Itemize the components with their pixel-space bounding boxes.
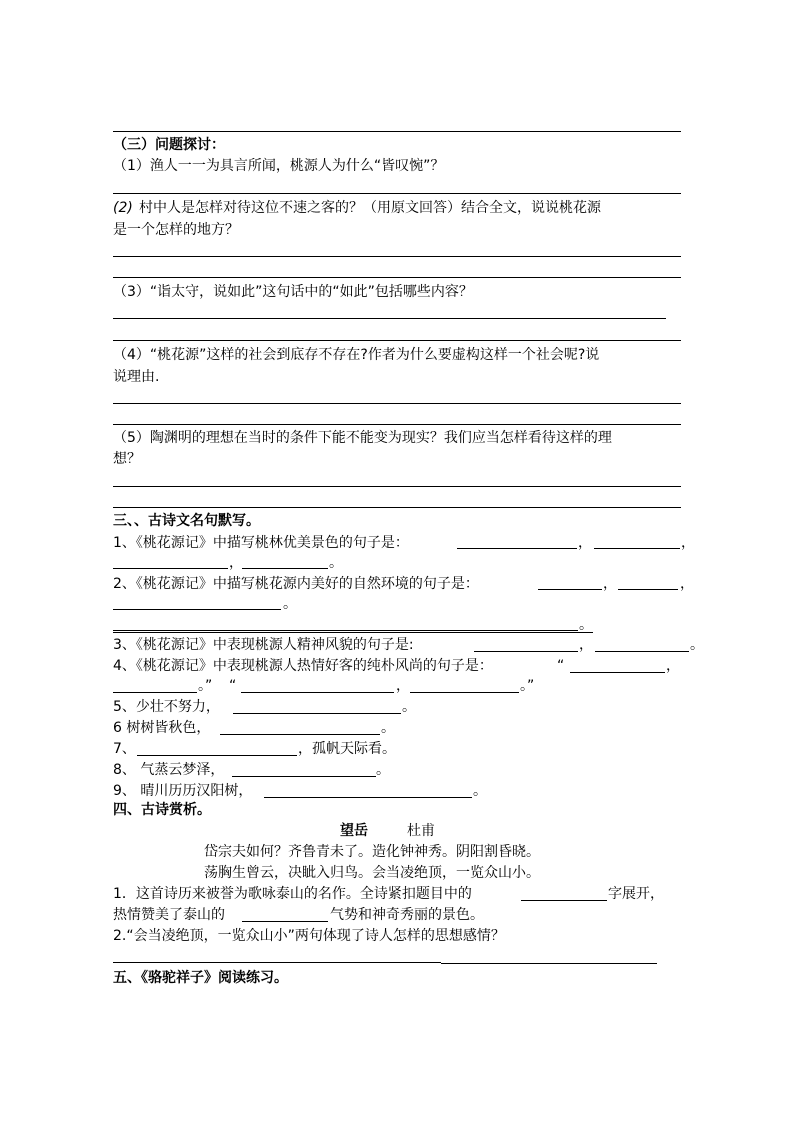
period: 。 [579,617,593,633]
section5-heading: 五、《骆驼祥子》阅读练习。 [113,970,288,986]
poem-question-1-part-4: 气势和神奇秀丽的景色。 [330,907,484,923]
question-4-line-1: （4）“桃花源”这样的社会到底存不存在?作者为什么要虚构这样一个社会呢?说 [113,347,600,363]
poem-question-1-part-1: 1．这首诗历来被誉为歌咏泰山的名作。全诗紧扣题目中的 [113,886,472,902]
blank[interactable] [241,692,394,693]
comma: ， [681,535,695,551]
recite-item-9: 9、 晴川历历汉阳树， [113,783,253,799]
recite-item-6: 6 树树皆秋色， [113,720,211,736]
comma: ， [680,576,694,592]
answer-line[interactable] [113,424,681,425]
blank[interactable] [233,713,401,714]
poem-line-1: 岱宗夫如何？齐鲁青未了。造化钟神秀。阴阳割昏晓。 [204,844,540,860]
period: 。 [283,596,297,612]
answer-line[interactable] [441,963,657,964]
recite-heading: 三、、古诗文名句默写。 [113,513,260,529]
blank[interactable] [594,548,680,549]
blank[interactable] [113,692,197,693]
quote-close: 。” [198,678,213,694]
blank[interactable] [113,609,281,610]
comma: ， [396,678,410,694]
poem-line-2: 荡胸生曾云，决眦入归鸟。会当凌绝顶，一览众山小。 [204,865,540,881]
blank[interactable] [595,651,689,652]
comma: ， [666,658,680,674]
blank[interactable] [570,672,665,673]
blank[interactable] [264,797,472,798]
poem-question-1-part-2: 字展开， [608,886,664,902]
period: 。 [376,762,390,778]
comma: ， [578,535,592,551]
section4-heading: 四、古诗赏析。 [113,802,211,818]
question-2-line-2: 是一个怎样的地方？ [113,222,239,238]
poem-title: 望岳 [340,823,368,839]
quote-open: “ [557,658,565,674]
answer-line[interactable] [113,318,666,319]
blank[interactable] [113,630,578,631]
question-4-line-2: 说理由. [113,369,160,385]
recite-item-7-number: 7、 [113,741,136,757]
recite-item-5: 5、少壮不努力， [113,699,220,715]
answer-line[interactable] [113,340,681,341]
poem-author: 杜甫 [407,823,435,839]
section3-heading: （三）问题探讨： [113,137,225,153]
blank[interactable] [618,589,678,590]
period: 。 [381,720,395,736]
blank[interactable] [457,548,577,549]
question-5-line-1: （5）陶渊明的理想在当时的条件下能不能变为现实？我们应当怎样看待这样的理 [113,430,612,446]
period: 。 [473,783,487,799]
question-5-line-2: 想？ [113,451,141,467]
blank[interactable] [137,755,297,756]
poem-question-1-part-3: 热情赞美了泰山的 [113,907,225,923]
answer-line[interactable] [113,256,681,257]
question-2-line-1: 村中人是怎样对待这位不速之客的？（用原文回答）结合全文，说说桃花源 [139,200,601,216]
blank[interactable] [538,589,602,590]
answer-line[interactable] [113,486,681,487]
answer-line[interactable] [113,277,681,278]
period: 。 [690,637,704,653]
answer-line[interactable] [113,507,681,508]
quote-open: “ [229,678,237,694]
quote-close: 。” [520,678,535,694]
recite-item-8: 8、 气蒸云梦泽， [113,762,225,778]
rule-top [113,131,681,132]
blank[interactable] [113,568,228,569]
poem-question-2: 2.“会当凌绝顶，一览众山小”两句体现了诗人怎样的思想感情？ [113,928,505,944]
question-1: （1）渔人一一为具言所闻，桃源人为什么“皆叹惋”？ [113,158,445,174]
answer-line[interactable] [113,962,441,963]
comma: ， [603,576,617,592]
comma: ， [229,555,243,571]
period: 。 [329,555,343,571]
blank[interactable] [220,734,380,735]
recite-item-4: 4、《桃花源记》中表现桃源人热情好客的纯朴风尚的句子是： [113,658,493,674]
question-3: （3）“诣太守，说如此”这句话中的“如此”包括哪些内容？ [113,284,473,300]
answer-line[interactable] [113,632,593,633]
blank[interactable] [521,900,607,901]
blank[interactable] [242,568,328,569]
blank[interactable] [242,921,328,922]
recite-item-3: 3、《桃花源记》中表现桃源人精神风貌的句子是: [113,637,414,653]
recite-item-1: 1、《桃花源记》中描写桃林优美景色的句子是： [113,535,409,551]
answer-line[interactable] [113,403,681,404]
blank[interactable] [410,692,519,693]
period: 。 [402,699,416,715]
question-2-number: (2) [113,200,133,216]
recite-item-7-text: ，孤帆天际看。 [298,741,396,757]
blank[interactable] [474,651,578,652]
answer-line[interactable] [113,193,681,194]
blank[interactable] [232,776,376,777]
comma: ， [579,637,593,653]
recite-item-2: 2、《桃花源记》中描写桃花源内美好的自然环境的句子是： [113,576,479,592]
